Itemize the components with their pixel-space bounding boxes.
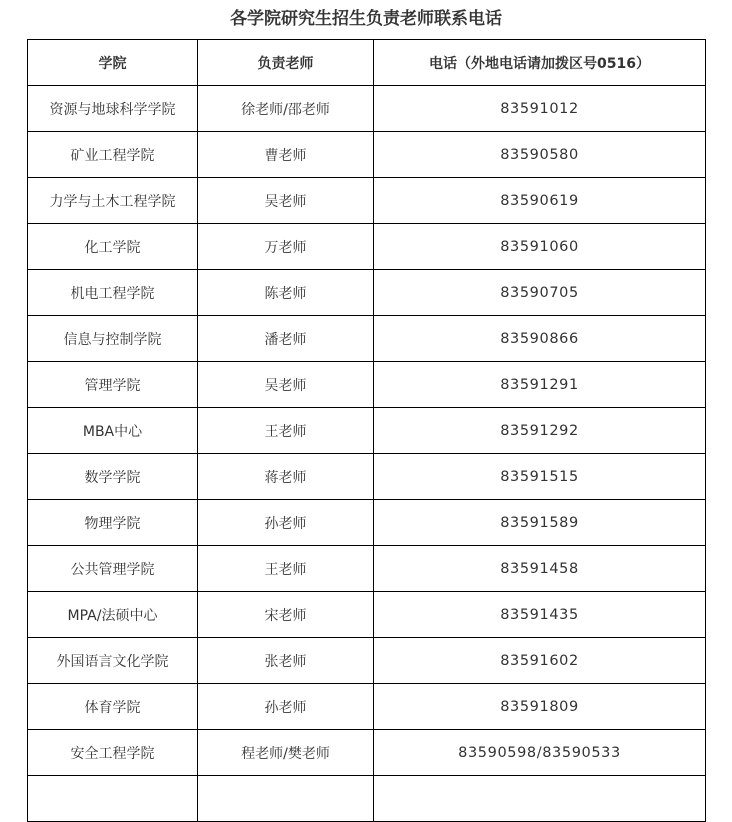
college-cell-empty bbox=[28, 776, 198, 822]
phone-cell: 83591291 bbox=[374, 362, 706, 408]
table-row-cut-off bbox=[28, 776, 706, 822]
phone-cell: 83591292 bbox=[374, 408, 706, 454]
phone-cell: 83591515 bbox=[374, 454, 706, 500]
college-cell: 信息与控制学院 bbox=[28, 316, 198, 362]
phone-cell: 83591060 bbox=[374, 224, 706, 270]
college-cell: 外国语言文化学院 bbox=[28, 638, 198, 684]
teacher-cell: 陈老师 bbox=[198, 270, 374, 316]
table-row bbox=[28, 270, 706, 316]
teacher-cell: 王老师 bbox=[198, 408, 374, 454]
teacher-cell: 潘老师 bbox=[198, 316, 374, 362]
teacher-cell: 徐老师/邵老师 bbox=[198, 86, 374, 132]
teacher-cell: 曹老师 bbox=[198, 132, 374, 178]
phone-cell-empty bbox=[374, 776, 706, 822]
table-row bbox=[28, 316, 706, 362]
page-title: 各学院研究生招生负责老师联系电话 bbox=[230, 9, 502, 29]
table-row bbox=[28, 132, 706, 178]
table-row bbox=[28, 178, 706, 224]
phone-cell: 83590619 bbox=[374, 178, 706, 224]
table-row bbox=[28, 86, 706, 132]
table-row bbox=[28, 592, 706, 638]
college-cell: 管理学院 bbox=[28, 362, 198, 408]
college-cell: MBA中心 bbox=[28, 408, 198, 454]
table-row bbox=[28, 224, 706, 270]
teacher-cell: 万老师 bbox=[198, 224, 374, 270]
college-cell: 数学学院 bbox=[28, 454, 198, 500]
college-cell: 化工学院 bbox=[28, 224, 198, 270]
table-row bbox=[28, 408, 706, 454]
phone-cell: 83590580 bbox=[374, 132, 706, 178]
header-teacher: 负责老师 bbox=[198, 40, 374, 86]
table-row bbox=[28, 454, 706, 500]
table-row bbox=[28, 362, 706, 408]
table-row bbox=[28, 684, 706, 730]
teacher-cell: 王老师 bbox=[198, 546, 374, 592]
teacher-cell: 程老师/樊老师 bbox=[198, 730, 374, 776]
college-cell: MPA/法硕中心 bbox=[28, 592, 198, 638]
table-header-row bbox=[28, 40, 706, 86]
college-cell: 物理学院 bbox=[28, 500, 198, 546]
table-row bbox=[28, 638, 706, 684]
teacher-cell: 蒋老师 bbox=[198, 454, 374, 500]
teacher-cell: 孙老师 bbox=[198, 684, 374, 730]
college-cell: 力学与土木工程学院 bbox=[28, 178, 198, 224]
header-phone: 电话（外地电话请加拨区号0516） bbox=[374, 40, 706, 86]
college-cell: 安全工程学院 bbox=[28, 730, 198, 776]
college-cell: 矿业工程学院 bbox=[28, 132, 198, 178]
phone-cell: 83590598/83590533 bbox=[374, 730, 706, 776]
header-college: 学院 bbox=[28, 40, 198, 86]
phone-cell: 83591458 bbox=[374, 546, 706, 592]
college-cell: 体育学院 bbox=[28, 684, 198, 730]
table-row bbox=[28, 546, 706, 592]
teacher-cell: 吴老师 bbox=[198, 178, 374, 224]
table-row bbox=[28, 730, 706, 776]
college-cell: 资源与地球科学学院 bbox=[28, 86, 198, 132]
phone-cell: 83591602 bbox=[374, 638, 706, 684]
phone-cell: 83591589 bbox=[374, 500, 706, 546]
college-cell: 公共管理学院 bbox=[28, 546, 198, 592]
teacher-cell: 宋老师 bbox=[198, 592, 374, 638]
teacher-cell: 孙老师 bbox=[198, 500, 374, 546]
teacher-cell-empty bbox=[198, 776, 374, 822]
phone-cell: 83591435 bbox=[374, 592, 706, 638]
phone-cell: 83590866 bbox=[374, 316, 706, 362]
table-row bbox=[28, 500, 706, 546]
contacts-table bbox=[27, 39, 706, 822]
teacher-cell: 张老师 bbox=[198, 638, 374, 684]
phone-cell: 83591809 bbox=[374, 684, 706, 730]
phone-cell: 83591012 bbox=[374, 86, 706, 132]
teacher-cell: 吴老师 bbox=[198, 362, 374, 408]
phone-cell: 83590705 bbox=[374, 270, 706, 316]
college-cell: 机电工程学院 bbox=[28, 270, 198, 316]
